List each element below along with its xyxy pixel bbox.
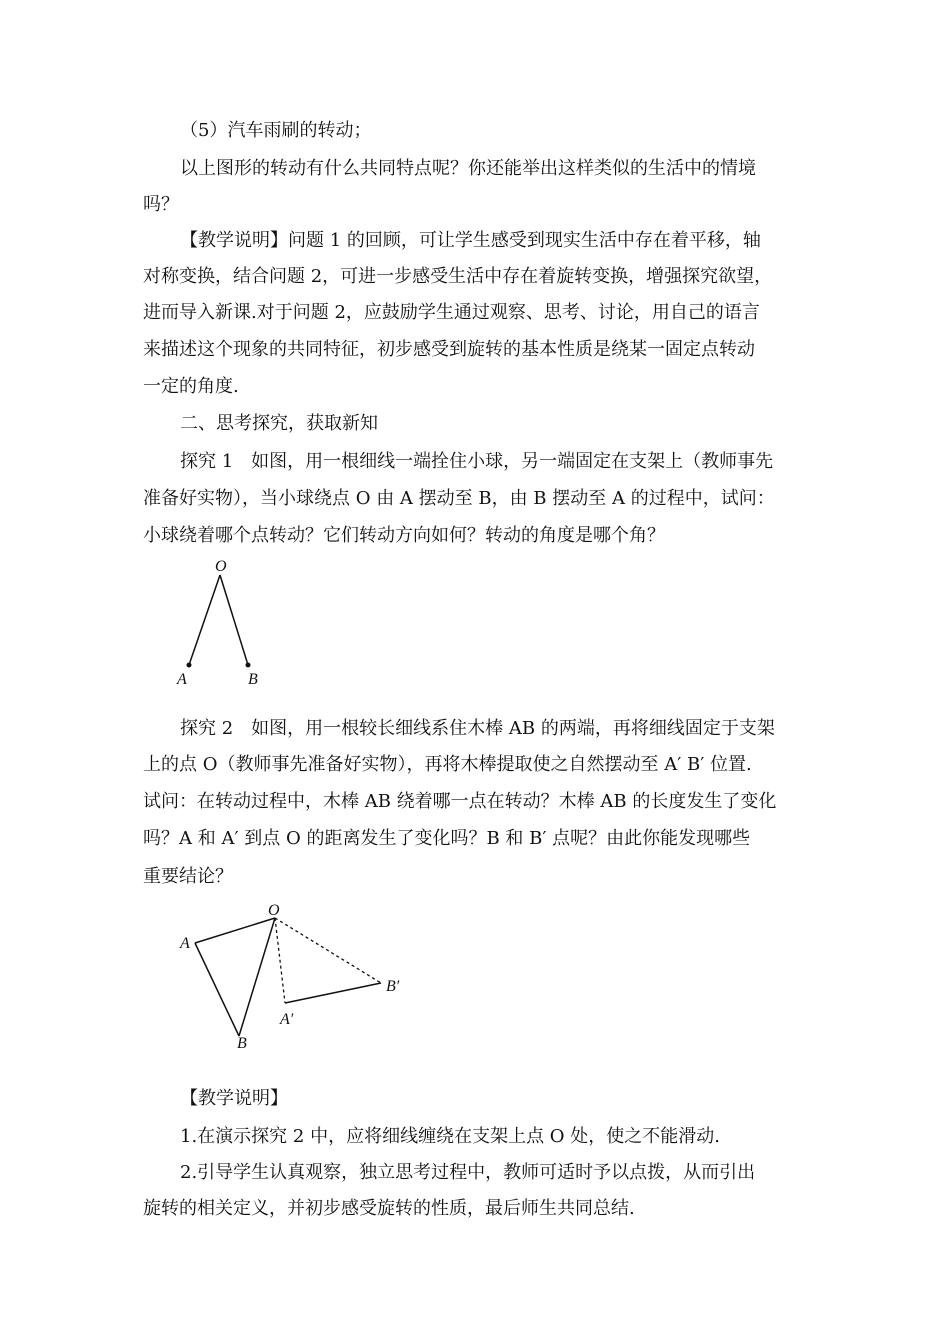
- paragraph-line: 吗？A 和 A′ 到点 O 的距离发生了变化吗？B 和 B′ 点呢？由此你能发现哪些: [143, 828, 751, 849]
- paragraph-line: 1.在演示探究 2 中，应将细线缠绕在支架上点 O 处，使之不能滑动.: [180, 1126, 720, 1147]
- paragraph-line: 吗？: [143, 194, 179, 215]
- paragraph-line: 【教学说明】问题 1 的回顾，可让学生感受到现实生活中存在着平移，轴: [180, 230, 761, 251]
- point-a-label: A: [180, 935, 190, 952]
- figure-pendulum: [170, 555, 280, 690]
- paragraph-line: 重要结论？: [143, 866, 233, 887]
- point-o-label: O: [268, 902, 280, 919]
- point-o-label: O: [215, 558, 227, 575]
- paragraph-line: 探究 1 如图，用一根细线一端拴住小球，另一端固定在支架上（教师事先: [180, 451, 774, 472]
- point-b-label: B: [248, 671, 258, 688]
- note-title: 【教学说明】: [180, 1088, 288, 1109]
- paragraph-line: 小球绕着哪个点转动？它们转动方向如何？转动的角度是哪个角？: [143, 525, 665, 546]
- paragraph-line: 2.引导学生认真观察，独立思考过程中，教师可适时予以点拨，从而引出: [180, 1162, 756, 1183]
- figure-rotating-stick: [175, 898, 415, 1058]
- paragraph-line: 一定的角度.: [143, 376, 239, 397]
- point-b-prime-label: B′: [386, 978, 400, 995]
- paragraph-line: 探究 2 如图，用一根较长细线系住木棒 AB 的两端，再将细线固定于支架: [180, 718, 775, 739]
- section-heading: 二、思考探究，获取新知: [180, 413, 378, 434]
- point-b-label: B: [237, 1035, 247, 1052]
- point-a-label: A: [177, 671, 187, 688]
- paragraph-line: 准备好实物），当小球绕点 O 由 A 摆动至 B，由 B 摆动至 A 的过程中，试问：: [143, 488, 775, 509]
- paragraph-line: 来描述这个现象的共同特征，初步感受到旋转的基本性质是绕某一固定点转动: [143, 339, 755, 360]
- paragraph-line: 上的点 O（教师事先准备好实物），再将木棒提取使之自然摆动至 A′ B′ 位置.: [143, 754, 752, 775]
- paragraph-line: （5）汽车雨刷的转动；: [180, 120, 372, 141]
- paragraph-line: 进而导入新课.对于问题 2，应鼓励学生通过观察、思考、讨论，用自己的语言: [143, 302, 760, 323]
- paragraph-line: 试问：在转动过程中，木棒 AB 绕着哪一点在转动？木棒 AB 的长度发生了变化: [143, 791, 777, 812]
- paragraph-line: 对称变换，结合问题 2，可进一步感受生活中存在着旋转变换，增强探究欲望，: [143, 266, 773, 287]
- paragraph-line: 以上图形的转动有什么共同特点呢？你还能举出这样类似的生活中的情境: [180, 158, 756, 179]
- paragraph-line: 旋转的相关定义，并初步感受旋转的性质，最后师生共同总结.: [143, 1198, 635, 1219]
- point-a-prime-label: A′: [280, 1011, 294, 1028]
